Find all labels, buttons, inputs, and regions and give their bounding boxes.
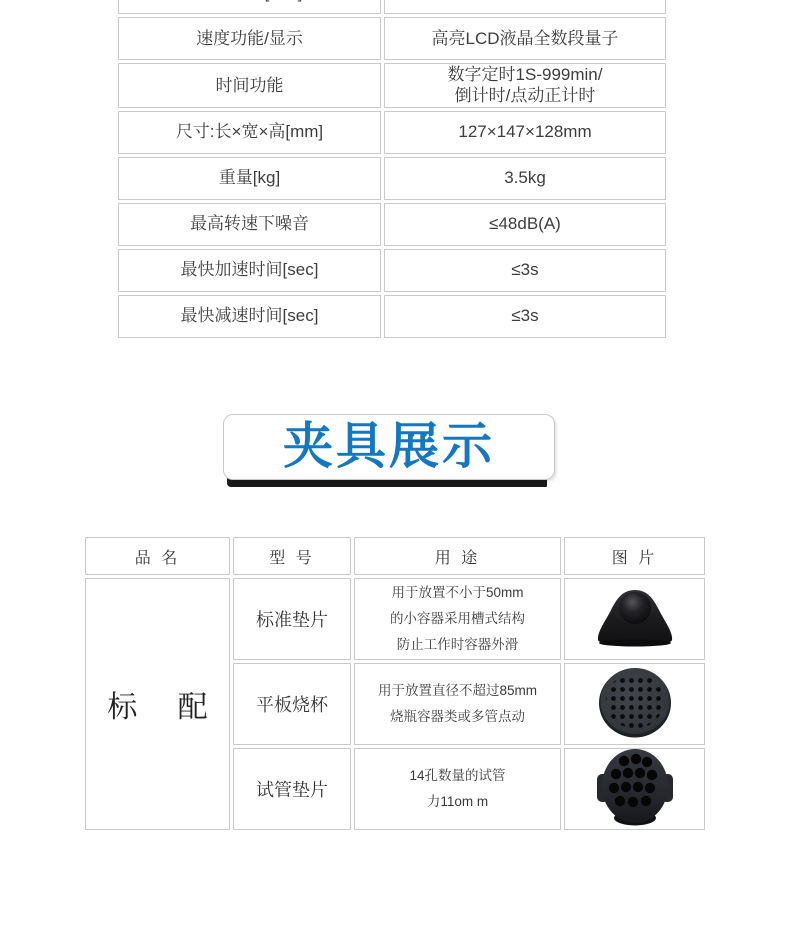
fixture-model: 试管垫片 [233, 748, 351, 830]
table-row [118, 111, 666, 154]
table-row [118, 0, 666, 14]
spec-label: 速度功能/显示 [118, 17, 381, 60]
spec-value: ≤3s [384, 295, 666, 338]
spec-value-line: 倒计时/点动正计时 [454, 86, 596, 106]
spec-label: 最高转速下噪音 [118, 203, 381, 246]
fixture-rows [233, 578, 705, 830]
fixture-usage [354, 663, 561, 745]
fixture-usage [354, 748, 561, 830]
dome-pad-image [591, 586, 679, 653]
spec-label: 重量[kg] [118, 157, 381, 200]
table-row [118, 157, 666, 200]
spec-label: 最快加速时间[sec] [118, 249, 381, 292]
spec-label: 时间功能 [118, 63, 381, 108]
fixture-usage [354, 578, 561, 660]
fixture-image-cell [564, 663, 705, 745]
table-row [118, 17, 666, 60]
fixture-image-cell [564, 578, 705, 660]
usage-line: 烧瓶容器类或多管点动 [390, 709, 525, 724]
usage-line: 的小容器采用槽式结构 [390, 610, 525, 626]
usage-line: 用于放置不小于50mm [391, 584, 524, 600]
page-title: 夹具展示 [283, 418, 495, 474]
table-row [233, 578, 705, 660]
spec-label: 最快减速时间[sec] [118, 295, 381, 338]
group-label-standard: 标 配 [85, 578, 230, 830]
spec-value: 127×147×128mm [384, 111, 666, 154]
header-image: 图 片 [564, 537, 705, 575]
spec-value: 3.5kg [384, 157, 666, 200]
fixture-table [85, 537, 705, 830]
spec-label [118, 0, 381, 14]
spec-value [384, 0, 666, 14]
spec-value: ≤48dB(A) [384, 203, 666, 246]
header-usage: 用 途 [354, 537, 561, 575]
header-product-name: 品 名 [85, 537, 230, 575]
fixture-table-body [85, 578, 705, 830]
usage-line: 14孔数量的试管 [409, 767, 506, 783]
table-row [118, 203, 666, 246]
table-row [118, 295, 666, 338]
table-row [233, 663, 705, 745]
spec-value: ≤3s [384, 249, 666, 292]
spec-label: 尺寸:长×宽×高[mm] [118, 111, 381, 154]
table-row [233, 748, 705, 830]
title-card [223, 414, 555, 480]
spec-table [118, 0, 666, 341]
usage-line: 防止工作时容器外滑 [396, 637, 519, 653]
fixture-image-cell [564, 748, 705, 830]
tube-pad-image [597, 747, 673, 832]
fixture-model: 标准垫片 [233, 578, 351, 660]
spec-value-line: 数字定时1S-999min/ [447, 65, 603, 84]
fixture-table-header [85, 537, 705, 575]
usage-line: 力11om m [426, 794, 489, 809]
table-row [118, 249, 666, 292]
spec-value [384, 63, 666, 108]
fixture-model: 平板烧杯 [233, 663, 351, 745]
header-model: 型 号 [233, 537, 351, 575]
section-title-banner [223, 414, 555, 480]
flat-platform-image [597, 665, 673, 744]
usage-line: 用于放置直径不超过85mm [377, 682, 537, 698]
table-row [118, 63, 666, 108]
spec-value: 高亮LCD液晶全数段量子 [384, 17, 666, 60]
